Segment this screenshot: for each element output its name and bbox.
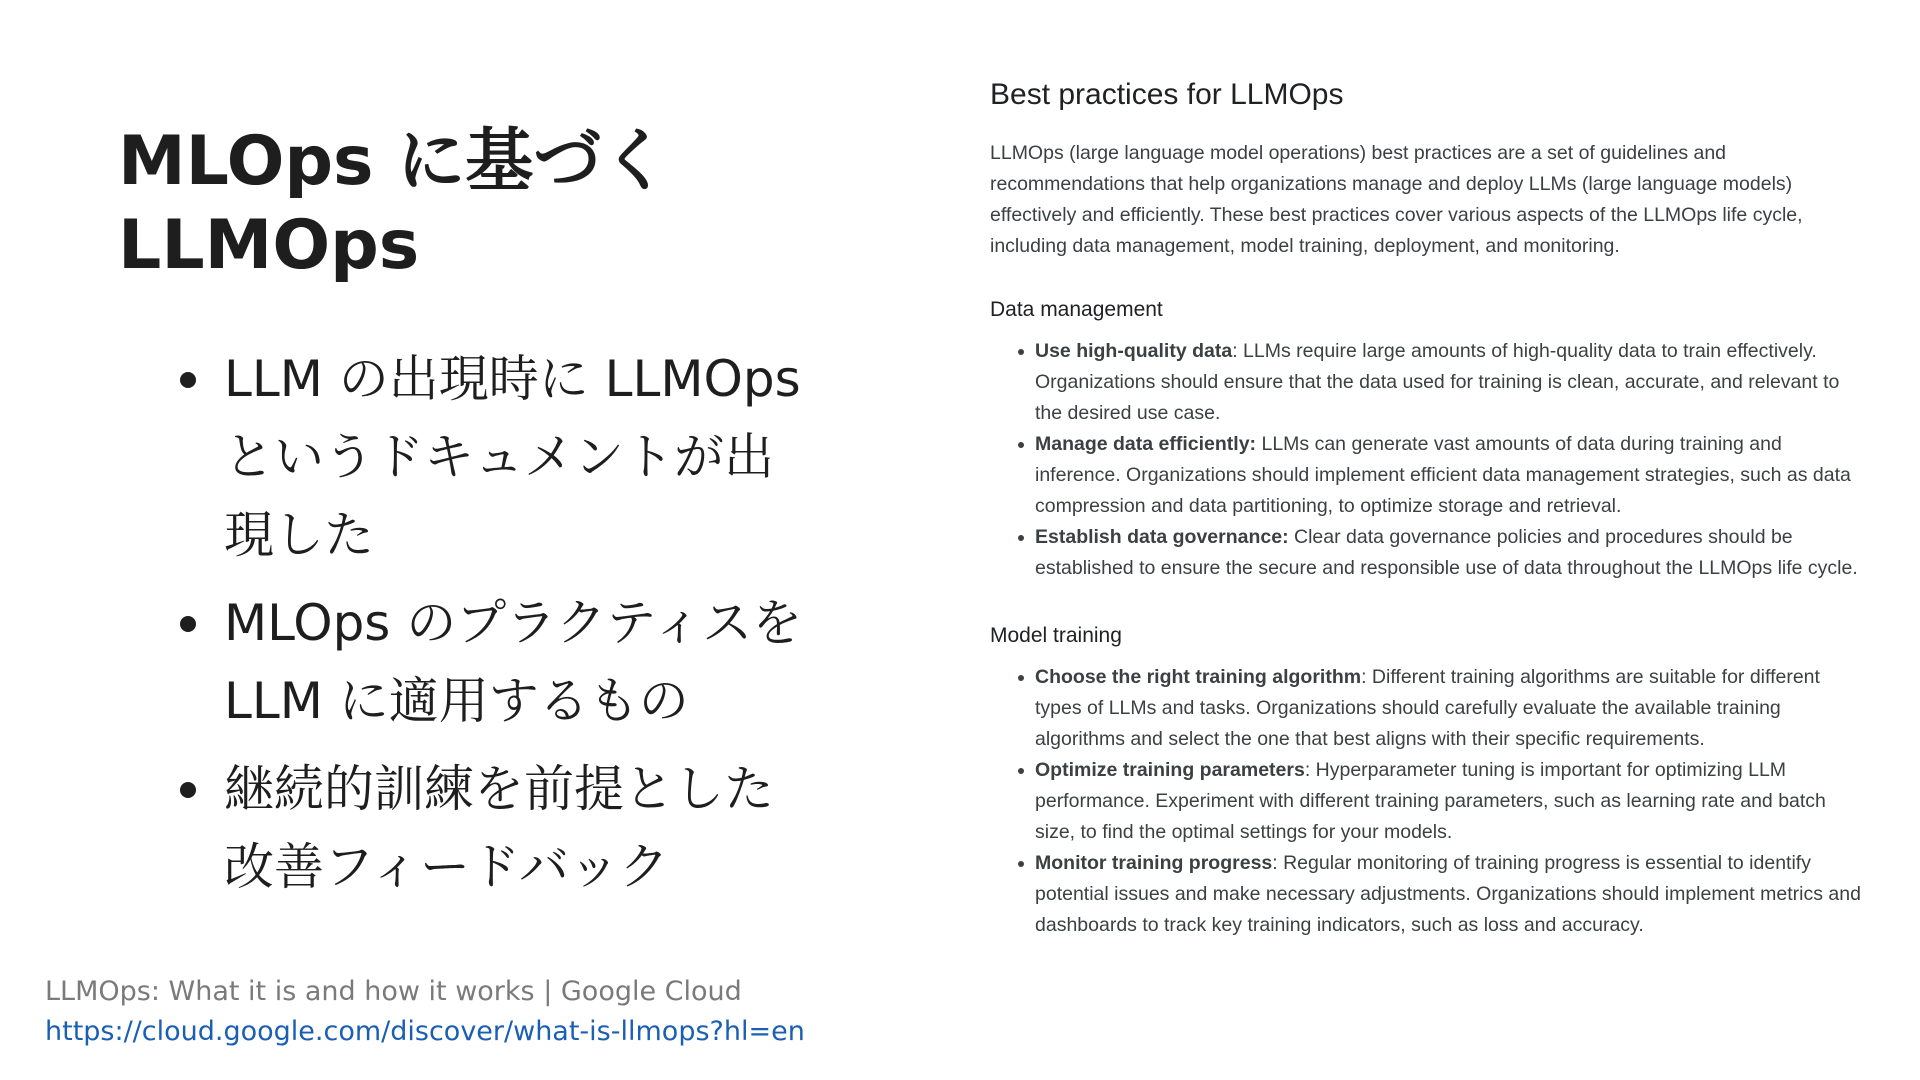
bullet-dot-icon bbox=[1018, 768, 1024, 774]
source-url-link[interactable]: https://cloud.google.com/discover/what-is-llmops?hl=en bbox=[45, 1016, 805, 1047]
slide-bullet bbox=[178, 340, 858, 574]
item-text: Clear data governance policies and procedures should be bbox=[1288, 526, 1793, 548]
item-bold-label: Choose the right training algorithm bbox=[1035, 666, 1362, 688]
slide-title-line: MLOps に基づく bbox=[118, 122, 670, 201]
item-bold-label: Monitor training progress bbox=[1035, 852, 1273, 874]
slide-title-line: LLMOps bbox=[118, 206, 420, 285]
item-text: : LLMs require large amounts of high-quality data to train effectively. bbox=[1232, 340, 1817, 362]
slide-bullet-line: 継続的訓練を前提とした bbox=[224, 760, 774, 818]
item-text-line: the desired use case. bbox=[1035, 402, 1221, 424]
bullet-dot-icon bbox=[1018, 535, 1024, 541]
slide-bullet bbox=[178, 750, 858, 906]
slide-bullet-line: というドキュメントが出 bbox=[224, 428, 774, 486]
bullet-dot-icon bbox=[1018, 442, 1024, 448]
list-item bbox=[990, 336, 1890, 429]
source-title: LLMOps: What it is and how it works | Google Cloud bbox=[45, 976, 742, 1007]
bullet-dot-icon bbox=[180, 372, 196, 388]
item-text-line: performance. Experiment with different training parameters, such as learning rate and batch bbox=[1035, 790, 1826, 812]
article-intro-line: effectively and efficiently. These best practices cover various aspects of the LLMOps life cycle, bbox=[990, 204, 1803, 226]
article-intro-line: recommendations that help organizations manage and deploy LLMs (large language models) bbox=[990, 173, 1793, 195]
slide-bullet-line: 現した bbox=[224, 506, 374, 564]
bullet-dot-icon bbox=[180, 782, 196, 798]
slide-bullet-list bbox=[178, 340, 858, 916]
list-item bbox=[990, 662, 1890, 755]
slide-bullet-line: MLOps のプラクティスを bbox=[224, 594, 803, 652]
list-item bbox=[990, 522, 1890, 584]
item-text: : Hyperparameter tuning is important for optimizing LLM bbox=[1304, 759, 1787, 781]
model-training-list bbox=[990, 662, 1890, 941]
item-bold-label: Optimize training parameters bbox=[1035, 759, 1305, 781]
bullet-dot-icon bbox=[1018, 861, 1024, 867]
item-text-line: Organizations should ensure that the data used for training is clean, accurate, and relevant to bbox=[1035, 371, 1840, 393]
slide-bullet-line: LLM の出現時に LLMOps bbox=[224, 350, 801, 408]
article-heading: Best practices for LLMOps bbox=[990, 78, 1344, 111]
slide-bullet-line: LLM に適用するもの bbox=[224, 672, 689, 730]
list-item bbox=[990, 848, 1890, 941]
item-text: LLMs can generate vast amounts of data during training and bbox=[1256, 433, 1782, 455]
article-intro-line: including data management, model training, deployment, and monitoring. bbox=[990, 235, 1620, 257]
item-text-line: established to ensure the secure and responsible use of data throughout the LLMOps life cycle. bbox=[1035, 557, 1858, 579]
data-management-list bbox=[990, 336, 1890, 584]
item-bold-label: Manage data efficiently: bbox=[1035, 433, 1257, 455]
slide-bullet bbox=[178, 584, 858, 740]
item-text-line: compression and data partitioning, to optimize storage and retrieval. bbox=[1035, 495, 1622, 517]
item-text-line: types of LLMs and tasks. Organizations should carefully evaluate the available training bbox=[1035, 697, 1781, 719]
item-bold-label: Use high-quality data bbox=[1035, 340, 1233, 362]
slide-title bbox=[118, 120, 838, 288]
list-item bbox=[990, 755, 1890, 848]
bullet-dot-icon bbox=[180, 616, 196, 632]
item-text-line: algorithms and select the one that best aligns with their specific requirements. bbox=[1035, 728, 1705, 750]
item-text-line: potential issues and make necessary adjustments. Organizations should implement metrics and bbox=[1035, 883, 1861, 905]
bullet-dot-icon bbox=[1018, 675, 1024, 681]
bullet-dot-icon bbox=[1018, 349, 1024, 355]
list-item bbox=[990, 429, 1890, 522]
item-text: : Regular monitoring of training progress is essential to identify bbox=[1272, 852, 1811, 874]
article-screenshot bbox=[990, 78, 1890, 981]
slide-bullet-line: 改善フィードバック bbox=[224, 838, 669, 896]
section-heading-data-management: Data management bbox=[990, 298, 1163, 321]
item-text-line: inference. Organizations should implement efficient data management strategies, such as data bbox=[1035, 464, 1851, 486]
item-bold-label: Establish data governance: bbox=[1035, 526, 1289, 548]
section-heading-model-training: Model training bbox=[990, 624, 1122, 647]
article-intro-line: LLMOps (large language model operations) best practices are a set of guidelines and bbox=[990, 142, 1727, 164]
item-text: : Different training algorithms are suitable for different bbox=[1361, 666, 1820, 688]
item-text-line: size, to find the optimal settings for your models. bbox=[1035, 821, 1453, 843]
item-text-line: dashboards to track key training indicators, such as loss and accuracy. bbox=[1035, 914, 1644, 936]
article-intro bbox=[990, 138, 1890, 262]
